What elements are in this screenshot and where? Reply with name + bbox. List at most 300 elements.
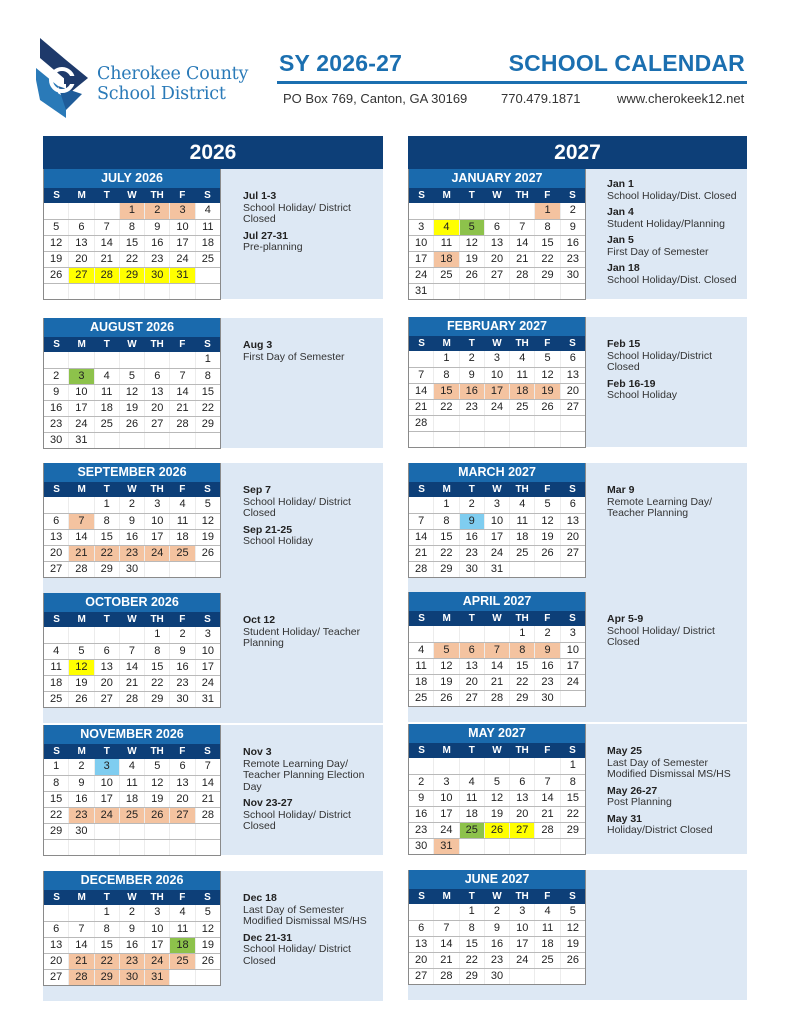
day-cell[interactable]: 9 — [418, 792, 425, 804]
day-cell[interactable]: 8 — [144, 644, 169, 659]
day-cell[interactable]: 26 — [433, 691, 458, 706]
day-cell[interactable]: 5 — [53, 221, 60, 233]
day-cell-holiday[interactable]: 15 — [433, 384, 458, 399]
day-cell[interactable]: 21 — [169, 401, 194, 416]
day-cell[interactable]: 15 — [560, 791, 585, 806]
day-cell[interactable]: 6 — [560, 497, 585, 513]
day-cell[interactable]: 23 — [534, 675, 559, 690]
day-cell[interactable]: 18 — [119, 792, 144, 807]
day-cell-firstlast[interactable]: 25 — [459, 823, 484, 838]
day-cell-holiday[interactable]: 31 — [433, 839, 458, 854]
day-cell[interactable]: 14 — [68, 938, 93, 953]
day-cell[interactable]: 16 — [415, 808, 428, 820]
day-cell[interactable]: 23 — [560, 252, 585, 267]
day-cell[interactable]: 7 — [68, 922, 93, 937]
day-cell[interactable]: 19 — [195, 938, 220, 953]
day-cell[interactable]: 4 — [94, 369, 119, 384]
day-cell[interactable]: 14 — [169, 385, 194, 400]
day-cell[interactable]: 10 — [94, 776, 119, 791]
day-cell[interactable]: 12 — [534, 368, 559, 383]
day-cell[interactable]: 17 — [144, 530, 169, 545]
day-cell[interactable]: 2 — [119, 497, 144, 513]
day-cell[interactable]: 4 — [53, 645, 60, 657]
day-cell[interactable]: 28 — [509, 268, 534, 283]
day-cell[interactable]: 4 — [418, 644, 425, 656]
day-cell[interactable]: 5 — [144, 759, 169, 775]
day-cell[interactable]: 20 — [169, 792, 194, 807]
day-cell[interactable]: 20 — [509, 807, 534, 822]
day-cell[interactable]: 31 — [68, 433, 93, 448]
day-cell[interactable]: 6 — [94, 644, 119, 659]
day-cell[interactable]: 15 — [433, 530, 458, 545]
day-cell[interactable]: 4 — [509, 351, 534, 367]
day-cell[interactable]: 1 — [459, 904, 484, 920]
day-cell-holiday[interactable]: 22 — [94, 954, 119, 969]
day-cell[interactable]: 6 — [484, 220, 509, 235]
day-cell[interactable]: 29 — [433, 562, 458, 577]
day-cell[interactable]: 2 — [119, 905, 144, 921]
day-cell-holiday[interactable]: 30 — [119, 970, 144, 985]
day-cell[interactable]: 22 — [195, 401, 220, 416]
day-cell[interactable]: 11 — [169, 514, 194, 529]
day-cell[interactable]: 10 — [68, 385, 93, 400]
day-cell[interactable]: 19 — [433, 675, 458, 690]
day-cell[interactable]: 16 — [119, 530, 144, 545]
day-cell[interactable]: 27 — [484, 268, 509, 283]
day-cell[interactable]: 11 — [195, 220, 220, 235]
day-cell[interactable]: 29 — [560, 823, 585, 838]
day-cell[interactable]: 2 — [459, 351, 484, 367]
day-cell[interactable]: 8 — [119, 220, 144, 235]
day-cell[interactable]: 1 — [53, 760, 60, 772]
day-cell[interactable]: 7 — [534, 775, 559, 790]
day-cell[interactable]: 21 — [509, 252, 534, 267]
day-cell-holiday[interactable]: 7 — [484, 643, 509, 658]
day-cell[interactable]: 20 — [484, 252, 509, 267]
day-cell[interactable]: 8 — [53, 777, 60, 789]
day-cell[interactable]: 22 — [560, 807, 585, 822]
day-cell-holiday[interactable]: 18 — [433, 252, 458, 267]
day-cell-holiday[interactable]: 21 — [68, 954, 93, 969]
day-cell-holiday[interactable]: 28 — [68, 970, 93, 985]
day-cell[interactable]: 28 — [415, 563, 428, 575]
day-cell[interactable]: 25 — [534, 953, 559, 968]
day-cell[interactable]: 19 — [195, 530, 220, 545]
day-cell[interactable]: 10 — [509, 921, 534, 936]
day-cell[interactable]: 23 — [459, 546, 484, 561]
day-cell[interactable]: 3 — [144, 497, 169, 513]
day-cell[interactable]: 2 — [560, 203, 585, 219]
day-cell[interactable]: 23 — [459, 400, 484, 415]
day-cell[interactable]: 15 — [94, 530, 119, 545]
day-cell[interactable]: 29 — [459, 969, 484, 984]
day-cell[interactable]: 20 — [560, 530, 585, 545]
day-cell[interactable]: 13 — [509, 791, 534, 806]
day-cell[interactable]: 29 — [195, 417, 220, 432]
day-cell[interactable]: 30 — [169, 692, 194, 707]
day-cell[interactable]: 19 — [459, 252, 484, 267]
day-cell[interactable]: 19 — [119, 401, 144, 416]
day-cell[interactable]: 5 — [119, 369, 144, 384]
day-cell-planning[interactable]: 31 — [169, 268, 194, 283]
day-cell[interactable]: 18 — [415, 676, 428, 688]
day-cell[interactable]: 24 — [169, 252, 194, 267]
day-cell[interactable]: 17 — [415, 253, 428, 265]
day-cell[interactable]: 6 — [144, 369, 169, 384]
day-cell-firstlast[interactable]: 5 — [459, 220, 484, 235]
day-cell[interactable]: 7 — [169, 369, 194, 384]
day-cell[interactable]: 28 — [433, 969, 458, 984]
day-cell[interactable]: 9 — [560, 220, 585, 235]
day-cell[interactable]: 7 — [509, 220, 534, 235]
day-cell[interactable]: 13 — [459, 659, 484, 674]
day-cell[interactable]: 27 — [144, 417, 169, 432]
day-cell[interactable]: 9 — [484, 921, 509, 936]
day-cell-holiday[interactable]: 8 — [509, 643, 534, 658]
day-cell[interactable]: 20 — [560, 384, 585, 399]
day-cell[interactable]: 15 — [459, 937, 484, 952]
day-cell[interactable]: 21 — [119, 676, 144, 691]
day-cell-planning[interactable]: 26 — [484, 823, 509, 838]
day-cell[interactable]: 14 — [119, 660, 144, 675]
day-cell[interactable]: 17 — [94, 792, 119, 807]
day-cell[interactable]: 6 — [509, 775, 534, 790]
day-cell[interactable]: 30 — [50, 434, 63, 446]
day-cell[interactable]: 13 — [169, 776, 194, 791]
day-cell[interactable]: 16 — [68, 792, 93, 807]
day-cell[interactable]: 12 — [144, 776, 169, 791]
day-cell[interactable]: 18 — [50, 677, 63, 689]
day-cell[interactable]: 1 — [94, 905, 119, 921]
day-cell[interactable]: 20 — [144, 401, 169, 416]
day-cell[interactable]: 6 — [169, 759, 194, 775]
day-cell[interactable]: 30 — [68, 824, 93, 839]
day-cell[interactable]: 29 — [144, 692, 169, 707]
day-cell[interactable]: 21 — [433, 953, 458, 968]
day-cell[interactable]: 8 — [459, 921, 484, 936]
day-cell[interactable]: 1 — [509, 626, 534, 642]
day-cell[interactable]: 24 — [433, 823, 458, 838]
day-cell[interactable]: 10 — [415, 237, 428, 249]
day-cell-holiday[interactable]: 2 — [144, 203, 169, 219]
day-cell[interactable]: 22 — [144, 676, 169, 691]
day-cell[interactable]: 23 — [415, 824, 428, 836]
day-cell[interactable]: 5 — [195, 905, 220, 921]
day-cell-holiday[interactable]: 22 — [94, 546, 119, 561]
day-cell[interactable]: 26 — [459, 268, 484, 283]
day-cell-holiday[interactable]: 3 — [169, 203, 194, 219]
day-cell[interactable]: 2 — [53, 370, 60, 382]
day-cell[interactable]: 10 — [169, 220, 194, 235]
day-cell[interactable]: 18 — [534, 937, 559, 952]
day-cell[interactable]: 19 — [68, 676, 93, 691]
day-cell[interactable]: 24 — [484, 546, 509, 561]
day-cell[interactable]: 9 — [144, 220, 169, 235]
day-cell[interactable]: 1 — [144, 627, 169, 643]
day-cell[interactable]: 13 — [484, 236, 509, 251]
day-cell[interactable]: 29 — [534, 268, 559, 283]
day-cell[interactable]: 4 — [169, 905, 194, 921]
day-cell[interactable]: 9 — [119, 922, 144, 937]
day-cell[interactable]: 3 — [484, 497, 509, 513]
day-cell[interactable]: 27 — [94, 692, 119, 707]
day-cell[interactable]: 18 — [169, 530, 194, 545]
day-cell[interactable]: 12 — [534, 514, 559, 529]
day-cell[interactable]: 14 — [534, 791, 559, 806]
day-cell[interactable]: 14 — [195, 776, 220, 791]
day-cell[interactable]: 10 — [195, 644, 220, 659]
day-cell[interactable]: 5 — [68, 644, 93, 659]
day-cell[interactable]: 16 — [534, 659, 559, 674]
day-cell[interactable]: 24 — [560, 675, 585, 690]
day-cell[interactable]: 10 — [484, 514, 509, 529]
day-cell[interactable]: 9 — [68, 776, 93, 791]
day-cell[interactable]: 15 — [119, 236, 144, 251]
day-cell[interactable]: 7 — [433, 921, 458, 936]
day-cell-holiday[interactable]: 26 — [144, 808, 169, 823]
day-cell[interactable]: 17 — [169, 236, 194, 251]
day-cell[interactable]: 21 — [415, 401, 428, 413]
day-cell[interactable]: 4 — [119, 759, 144, 775]
day-cell-planning[interactable]: 27 — [68, 268, 93, 283]
day-cell[interactable]: 1 — [433, 497, 458, 513]
day-cell[interactable]: 2 — [459, 497, 484, 513]
day-cell-holiday[interactable]: 24 — [94, 808, 119, 823]
day-cell[interactable]: 15 — [94, 938, 119, 953]
day-cell[interactable]: 3 — [195, 627, 220, 643]
day-cell[interactable]: 27 — [50, 971, 63, 983]
day-cell[interactable]: 25 — [433, 268, 458, 283]
day-cell[interactable]: 9 — [53, 386, 60, 398]
day-cell[interactable]: 9 — [459, 368, 484, 383]
day-cell[interactable]: 4 — [459, 775, 484, 790]
day-cell[interactable]: 15 — [534, 236, 559, 251]
day-cell[interactable]: 1 — [94, 497, 119, 513]
day-cell[interactable]: 4 — [534, 904, 559, 920]
day-cell-holiday[interactable]: 27 — [169, 808, 194, 823]
day-cell[interactable]: 25 — [50, 693, 63, 705]
day-cell[interactable]: 27 — [560, 546, 585, 561]
day-cell[interactable]: 16 — [119, 938, 144, 953]
day-cell[interactable]: 2 — [534, 626, 559, 642]
day-cell[interactable]: 2 — [484, 904, 509, 920]
day-cell[interactable]: 6 — [53, 923, 60, 935]
day-cell-holiday[interactable]: 18 — [509, 384, 534, 399]
day-cell[interactable]: 26 — [560, 953, 585, 968]
day-cell-holiday[interactable]: 25 — [169, 954, 194, 969]
day-cell-holiday[interactable]: 16 — [459, 384, 484, 399]
day-cell[interactable]: 13 — [50, 939, 63, 951]
day-cell[interactable]: 30 — [560, 268, 585, 283]
day-cell[interactable]: 30 — [119, 562, 144, 577]
day-cell[interactable]: 11 — [119, 776, 144, 791]
day-cell[interactable]: 1 — [560, 758, 585, 774]
day-cell[interactable]: 8 — [433, 514, 458, 529]
day-cell[interactable]: 26 — [195, 546, 220, 561]
day-cell[interactable]: 15 — [50, 793, 63, 805]
day-cell[interactable]: 4 — [509, 497, 534, 513]
day-cell[interactable]: 3 — [560, 626, 585, 642]
day-cell-planning[interactable]: 28 — [94, 268, 119, 283]
day-cell-remote[interactable]: 9 — [459, 514, 484, 529]
day-cell[interactable]: 13 — [415, 938, 428, 950]
day-cell-holiday[interactable]: 21 — [68, 546, 93, 561]
day-cell[interactable]: 6 — [53, 515, 60, 527]
day-cell[interactable]: 16 — [484, 937, 509, 952]
day-cell[interactable]: 21 — [195, 792, 220, 807]
day-cell-planning[interactable]: 30 — [144, 268, 169, 283]
day-cell[interactable]: 13 — [560, 368, 585, 383]
day-cell-holiday[interactable]: 9 — [534, 643, 559, 658]
day-cell[interactable]: 26 — [119, 417, 144, 432]
day-cell[interactable]: 22 — [459, 953, 484, 968]
day-cell[interactable]: 30 — [534, 691, 559, 706]
day-cell-remote[interactable]: 3 — [94, 759, 119, 775]
day-cell[interactable]: 27 — [415, 970, 428, 982]
day-cell[interactable]: 9 — [169, 644, 194, 659]
day-cell-firstlast[interactable]: 3 — [68, 369, 93, 384]
day-cell[interactable]: 8 — [534, 220, 559, 235]
day-cell[interactable]: 28 — [534, 823, 559, 838]
day-cell[interactable]: 8 — [94, 514, 119, 529]
day-cell[interactable]: 25 — [509, 400, 534, 415]
day-cell[interactable]: 18 — [195, 236, 220, 251]
day-cell[interactable]: 16 — [169, 660, 194, 675]
day-cell[interactable]: 7 — [195, 759, 220, 775]
day-cell[interactable]: 11 — [534, 921, 559, 936]
day-cell[interactable]: 16 — [560, 236, 585, 251]
day-cell[interactable]: 15 — [509, 659, 534, 674]
day-cell[interactable]: 30 — [484, 969, 509, 984]
day-cell-holiday[interactable]: 23 — [68, 808, 93, 823]
day-cell-holiday[interactable]: 23 — [119, 546, 144, 561]
day-cell[interactable]: 5 — [534, 351, 559, 367]
day-cell[interactable]: 20 — [94, 676, 119, 691]
day-cell[interactable]: 14 — [68, 530, 93, 545]
day-cell-firstlast[interactable]: 18 — [169, 938, 194, 953]
day-cell-holiday[interactable]: 31 — [144, 970, 169, 985]
day-cell[interactable]: 17 — [484, 530, 509, 545]
day-cell[interactable]: 13 — [144, 385, 169, 400]
day-cell[interactable]: 2 — [68, 759, 93, 775]
day-cell[interactable]: 15 — [195, 385, 220, 400]
day-cell[interactable]: 8 — [433, 368, 458, 383]
day-cell[interactable]: 7 — [418, 515, 425, 527]
day-cell[interactable]: 8 — [94, 922, 119, 937]
day-cell-planning[interactable]: 12 — [68, 660, 93, 675]
day-cell[interactable]: 27 — [50, 563, 63, 575]
day-cell[interactable]: 20 — [50, 547, 63, 559]
day-cell[interactable]: 17 — [195, 660, 220, 675]
day-cell[interactable]: 7 — [119, 644, 144, 659]
day-cell[interactable]: 31 — [415, 285, 428, 297]
day-cell[interactable]: 21 — [415, 547, 428, 559]
day-cell[interactable]: 17 — [68, 401, 93, 416]
day-cell[interactable]: 18 — [509, 530, 534, 545]
day-cell[interactable]: 21 — [484, 675, 509, 690]
day-cell[interactable]: 11 — [459, 791, 484, 806]
day-cell[interactable]: 25 — [415, 692, 428, 704]
day-cell[interactable]: 1 — [433, 351, 458, 367]
day-cell[interactable]: 8 — [195, 369, 220, 384]
day-cell[interactable]: 19 — [50, 253, 63, 265]
day-cell[interactable]: 23 — [144, 252, 169, 267]
day-cell-holiday[interactable]: 24 — [144, 546, 169, 561]
day-cell[interactable]: 11 — [433, 236, 458, 251]
day-cell[interactable]: 22 — [433, 400, 458, 415]
day-cell[interactable]: 23 — [169, 676, 194, 691]
day-cell[interactable]: 24 — [415, 269, 428, 281]
day-cell[interactable]: 11 — [94, 385, 119, 400]
day-cell-holiday[interactable]: 23 — [119, 954, 144, 969]
day-cell[interactable]: 31 — [484, 562, 509, 577]
day-cell[interactable]: 21 — [94, 252, 119, 267]
day-cell[interactable]: 12 — [459, 236, 484, 251]
day-cell[interactable]: 14 — [509, 236, 534, 251]
day-cell[interactable]: 13 — [50, 531, 63, 543]
day-cell[interactable]: 29 — [509, 691, 534, 706]
day-cell[interactable]: 2 — [169, 627, 194, 643]
day-cell[interactable]: 4 — [195, 203, 220, 219]
day-cell[interactable]: 17 — [509, 937, 534, 952]
day-cell[interactable]: 10 — [484, 368, 509, 383]
day-cell[interactable]: 28 — [169, 417, 194, 432]
day-cell[interactable]: 20 — [68, 252, 93, 267]
day-cell[interactable]: 26 — [68, 692, 93, 707]
day-cell-holiday[interactable]: 25 — [169, 546, 194, 561]
day-cell[interactable]: 3 — [509, 904, 534, 920]
day-cell[interactable]: 16 — [459, 530, 484, 545]
day-cell[interactable]: 12 — [195, 514, 220, 529]
day-cell[interactable]: 29 — [94, 562, 119, 577]
day-cell[interactable]: 10 — [433, 791, 458, 806]
day-cell[interactable]: 26 — [50, 269, 63, 281]
day-cell[interactable]: 14 — [484, 659, 509, 674]
day-cell-holiday[interactable]: 7 — [68, 514, 93, 529]
day-cell[interactable]: 14 — [433, 937, 458, 952]
day-cell[interactable]: 1 — [195, 352, 220, 368]
day-cell[interactable]: 12 — [50, 237, 63, 249]
day-cell[interactable]: 17 — [560, 659, 585, 674]
day-cell[interactable]: 13 — [68, 236, 93, 251]
day-cell[interactable]: 7 — [94, 220, 119, 235]
day-cell-holiday[interactable]: 24 — [144, 954, 169, 969]
day-cell[interactable]: 19 — [144, 792, 169, 807]
day-cell[interactable]: 17 — [433, 807, 458, 822]
day-cell[interactable]: 14 — [94, 236, 119, 251]
day-cell[interactable]: 28 — [119, 692, 144, 707]
day-cell-holiday[interactable]: 17 — [484, 384, 509, 399]
day-cell[interactable]: 11 — [169, 922, 194, 937]
day-cell[interactable]: 25 — [195, 252, 220, 267]
day-cell[interactable]: 19 — [560, 937, 585, 952]
day-cell[interactable]: 31 — [195, 692, 220, 707]
day-cell[interactable]: 24 — [484, 400, 509, 415]
day-cell[interactable]: 27 — [560, 400, 585, 415]
day-cell-holiday[interactable]: 1 — [119, 203, 144, 219]
day-cell[interactable]: 13 — [94, 660, 119, 675]
day-cell-holiday[interactable]: 1 — [534, 203, 559, 219]
day-cell[interactable]: 10 — [560, 643, 585, 658]
day-cell[interactable]: 12 — [195, 922, 220, 937]
day-cell-holiday[interactable]: 29 — [94, 970, 119, 985]
day-cell[interactable]: 25 — [94, 417, 119, 432]
day-cell[interactable]: 9 — [119, 514, 144, 529]
day-cell[interactable]: 8 — [560, 775, 585, 790]
day-cell[interactable]: 30 — [415, 840, 428, 852]
day-cell[interactable]: 2 — [418, 776, 425, 788]
day-cell-planning[interactable]: 29 — [119, 268, 144, 283]
